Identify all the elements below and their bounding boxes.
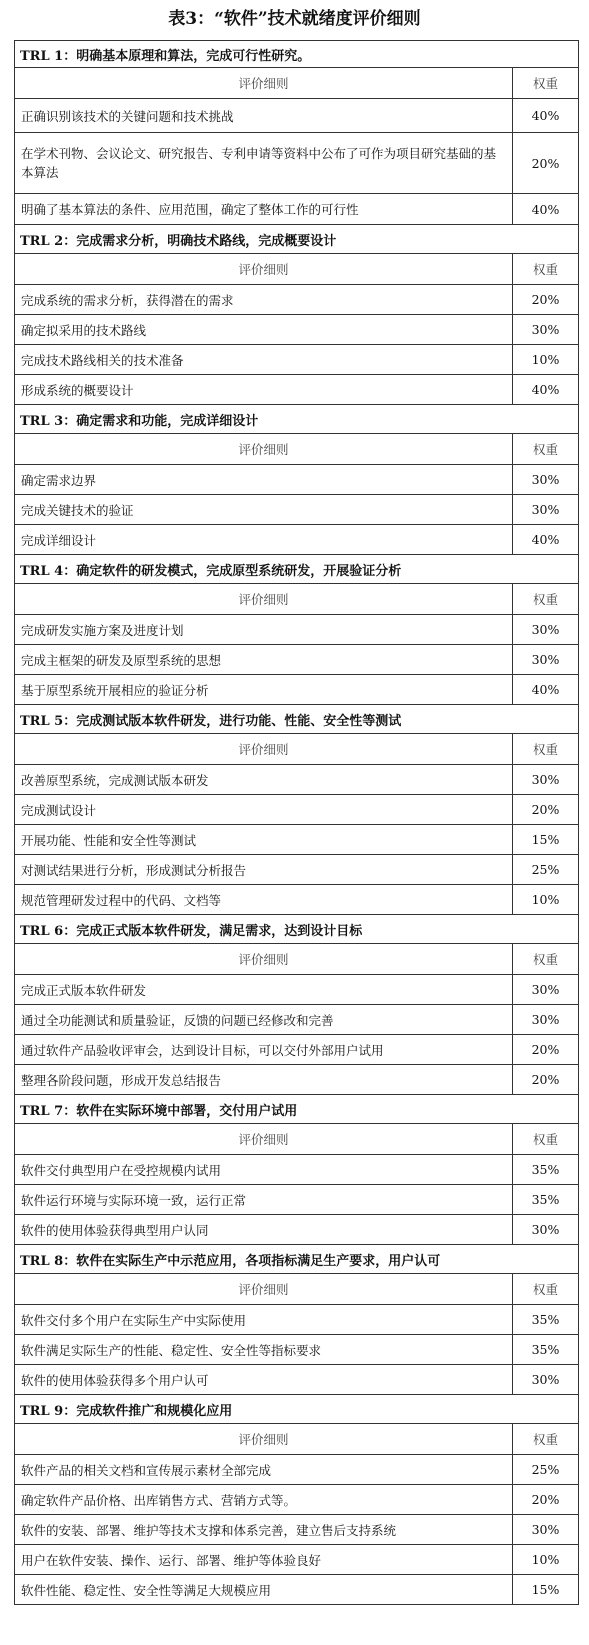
criterion-text: 确定软件产品价格、出库销售方式、营销方式等。 — [15, 1485, 513, 1515]
table-row — [15, 133, 579, 194]
column-header-row — [15, 254, 579, 285]
weight-value: 25% — [513, 1455, 579, 1485]
criteria-column-header: 评价细则 — [15, 254, 513, 285]
table-row — [15, 1185, 579, 1215]
table-row — [15, 675, 579, 705]
weight-value: 30% — [513, 765, 579, 795]
trl-section-header — [15, 225, 579, 254]
weight-column-header: 权重 — [513, 1424, 579, 1455]
column-header-row — [15, 1424, 579, 1455]
criteria-column-header: 评价细则 — [15, 1424, 513, 1455]
table-row — [15, 194, 579, 225]
criterion-text: 正确识别该技术的关键问题和技术挑战 — [15, 99, 513, 133]
criterion-text: 完成正式版本软件研发 — [15, 975, 513, 1005]
weight-value: 15% — [513, 1575, 579, 1605]
criterion-text: 对测试结果进行分析，形成测试分析报告 — [15, 855, 513, 885]
weight-value: 35% — [513, 1185, 579, 1215]
table-row — [15, 1455, 579, 1485]
criteria-column-header: 评价细则 — [15, 1124, 513, 1155]
table-row — [15, 285, 579, 315]
weight-value: 30% — [513, 495, 579, 525]
column-header-row — [15, 434, 579, 465]
criterion-text: 软件产品的相关文档和宣传展示素材全部完成 — [15, 1455, 513, 1485]
table-row — [15, 495, 579, 525]
table-row — [15, 1005, 579, 1035]
column-header-row — [15, 944, 579, 975]
trl-level-title: TRL 8：软件在实际生产中示范应用，各项指标满足生产要求，用户认可 — [15, 1245, 579, 1274]
criterion-text: 在学术刊物、会议论文、研究报告、专利申请等资料中公布了可作为项目研究基础的基本算法 — [15, 133, 513, 194]
criterion-text: 软件的安装、部署、维护等技术支撑和体系完善，建立售后支持系统 — [15, 1515, 513, 1545]
weight-column-header: 权重 — [513, 944, 579, 975]
criterion-text: 明确了基本算法的条件、应用范围，确定了整体工作的可行性 — [15, 194, 513, 225]
weight-value: 30% — [513, 1365, 579, 1395]
weight-value: 40% — [513, 194, 579, 225]
trl-level-title: TRL 5：完成测试版本软件研发，进行功能、性能、安全性等测试 — [15, 705, 579, 734]
weight-value: 30% — [513, 1515, 579, 1545]
weight-value: 40% — [513, 375, 579, 405]
trl-level-title: TRL 6：完成正式版本软件研发，满足需求，达到设计目标 — [15, 915, 579, 944]
trl-section-header — [15, 705, 579, 734]
criterion-text: 用户在软件安装、操作、运行、部署、维护等体验良好 — [15, 1545, 513, 1575]
trl-section-header — [15, 555, 579, 584]
table-row — [15, 825, 579, 855]
table-row — [15, 1365, 579, 1395]
criterion-text: 完成详细设计 — [15, 525, 513, 555]
weight-column-header: 权重 — [513, 68, 579, 99]
criterion-text: 确定需求边界 — [15, 465, 513, 495]
weight-value: 20% — [513, 285, 579, 315]
weight-value: 40% — [513, 99, 579, 133]
table-row — [15, 1155, 579, 1185]
table-row — [15, 1305, 579, 1335]
weight-value: 25% — [513, 855, 579, 885]
weight-column-header: 权重 — [513, 1274, 579, 1305]
table-row — [15, 525, 579, 555]
weight-value: 20% — [513, 1065, 579, 1095]
weight-column-header: 权重 — [513, 584, 579, 615]
table-row — [15, 1035, 579, 1065]
criterion-text: 软件的使用体验获得典型用户认同 — [15, 1215, 513, 1245]
column-header-row — [15, 68, 579, 99]
table-row — [15, 1545, 579, 1575]
criterion-text: 完成测试设计 — [15, 795, 513, 825]
trl-section-header — [15, 1395, 579, 1424]
weight-value: 20% — [513, 1035, 579, 1065]
weight-value: 35% — [513, 1305, 579, 1335]
table-row — [15, 345, 579, 375]
trl-section-header — [15, 1245, 579, 1274]
column-header-row — [15, 734, 579, 765]
criterion-text: 规范管理研发过程中的代码、文档等 — [15, 885, 513, 915]
criterion-text: 软件满足实际生产的性能、稳定性、安全性等指标要求 — [15, 1335, 513, 1365]
criterion-text: 形成系统的概要设计 — [15, 375, 513, 405]
table-row — [15, 1575, 579, 1605]
criterion-text: 改善原型系统，完成测试版本研发 — [15, 765, 513, 795]
weight-value: 30% — [513, 1005, 579, 1035]
weight-value: 40% — [513, 675, 579, 705]
weight-value: 30% — [513, 465, 579, 495]
weight-value: 20% — [513, 133, 579, 194]
criterion-text: 软件性能、稳定性、安全性等满足大规模应用 — [15, 1575, 513, 1605]
table-row — [15, 765, 579, 795]
trl-level-title: TRL 3：确定需求和功能，完成详细设计 — [15, 405, 579, 434]
table-row — [15, 1335, 579, 1365]
trl-level-title: TRL 7：软件在实际环境中部署，交付用户试用 — [15, 1095, 579, 1124]
criterion-text: 完成系统的需求分析，获得潜在的需求 — [15, 285, 513, 315]
criterion-text: 通过软件产品验收评审会，达到设计目标，可以交付外部用户试用 — [15, 1035, 513, 1065]
weight-value: 40% — [513, 525, 579, 555]
table-row — [15, 99, 579, 133]
table-row — [15, 1065, 579, 1095]
trl-evaluation-table — [14, 40, 579, 1605]
table-row — [15, 795, 579, 825]
weight-column-header: 权重 — [513, 1124, 579, 1155]
criteria-column-header: 评价细则 — [15, 68, 513, 99]
criteria-column-header: 评价细则 — [15, 1274, 513, 1305]
table-row — [15, 375, 579, 405]
trl-section-header — [15, 915, 579, 944]
table-row — [15, 465, 579, 495]
weight-value: 10% — [513, 345, 579, 375]
trl-level-title: TRL 9：完成软件推广和规模化应用 — [15, 1395, 579, 1424]
weight-value: 30% — [513, 975, 579, 1005]
column-header-row — [15, 584, 579, 615]
column-header-row — [15, 1274, 579, 1305]
criteria-column-header: 评价细则 — [15, 434, 513, 465]
criteria-column-header: 评价细则 — [15, 944, 513, 975]
table-row — [15, 1515, 579, 1545]
table-row — [15, 1215, 579, 1245]
criteria-column-header: 评价细则 — [15, 584, 513, 615]
weight-value: 30% — [513, 1215, 579, 1245]
criterion-text: 确定拟采用的技术路线 — [15, 315, 513, 345]
trl-section-header — [15, 405, 579, 434]
criterion-text: 开展功能、性能和安全性等测试 — [15, 825, 513, 855]
table-row — [15, 885, 579, 915]
weight-value: 35% — [513, 1335, 579, 1365]
trl-level-title: TRL 1：明确基本原理和算法，完成可行性研究。 — [15, 41, 579, 68]
weight-value: 20% — [513, 1485, 579, 1515]
criterion-text: 完成关键技术的验证 — [15, 495, 513, 525]
table-row — [15, 615, 579, 645]
table-title: 表3：“软件”技术就绪度评价细则 — [168, 9, 421, 29]
criterion-text: 基于原型系统开展相应的验证分析 — [15, 675, 513, 705]
weight-value: 30% — [513, 615, 579, 645]
table-row — [15, 975, 579, 1005]
weight-column-header: 权重 — [513, 434, 579, 465]
criterion-text: 完成研发实施方案及进度计划 — [15, 615, 513, 645]
weight-value: 35% — [513, 1155, 579, 1185]
weight-column-header: 权重 — [513, 734, 579, 765]
trl-section-header — [15, 1095, 579, 1124]
weight-value: 10% — [513, 885, 579, 915]
trl-section-header — [15, 41, 579, 68]
criterion-text: 通过全功能测试和质量验证，反馈的问题已经修改和完善 — [15, 1005, 513, 1035]
weight-value: 10% — [513, 1545, 579, 1575]
table-row — [15, 855, 579, 885]
criterion-text: 软件交付多个用户在实际生产中实际使用 — [15, 1305, 513, 1335]
criterion-text: 完成技术路线相关的技术准备 — [15, 345, 513, 375]
weight-column-header: 权重 — [513, 254, 579, 285]
table-row — [15, 315, 579, 345]
table-row — [15, 1485, 579, 1515]
criterion-text: 整理各阶段问题，形成开发总结报告 — [15, 1065, 513, 1095]
criterion-text: 完成主框架的研发及原型系统的思想 — [15, 645, 513, 675]
criterion-text: 软件交付典型用户在受控规模内试用 — [15, 1155, 513, 1185]
trl-level-title: TRL 4：确定软件的研发模式，完成原型系统研发，开展验证分析 — [15, 555, 579, 584]
trl-level-title: TRL 2：完成需求分析，明确技术路线，完成概要设计 — [15, 225, 579, 254]
weight-value: 15% — [513, 825, 579, 855]
criterion-text: 软件的使用体验获得多个用户认可 — [15, 1365, 513, 1395]
weight-value: 30% — [513, 315, 579, 345]
table-row — [15, 645, 579, 675]
weight-value: 30% — [513, 645, 579, 675]
criterion-text: 软件运行环境与实际环境一致，运行正常 — [15, 1185, 513, 1215]
criteria-column-header: 评价细则 — [15, 734, 513, 765]
column-header-row — [15, 1124, 579, 1155]
weight-value: 20% — [513, 795, 579, 825]
